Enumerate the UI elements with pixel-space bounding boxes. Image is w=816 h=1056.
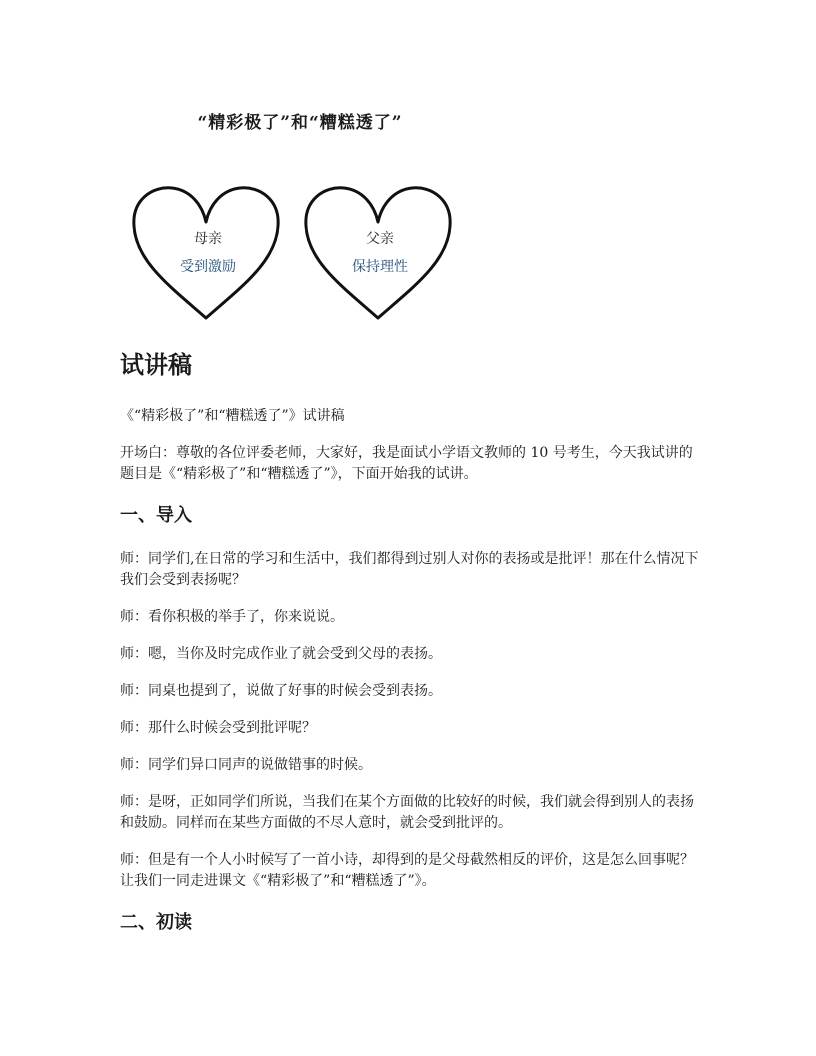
- dialogue-line: 师：嗯，当你及时完成作业了就会受到父母的表扬。: [120, 646, 442, 662]
- dialogue-line: 师：同桌也提到了，说做了好事的时候会受到表扬。: [120, 683, 442, 699]
- dialogue-line: 师：那什么时候会受到批评呢？: [120, 720, 316, 736]
- document-body: [120, 345, 700, 956]
- heart-mother-text: 受到激励: [180, 259, 236, 275]
- doc-subtitle: 《“精彩极了”和“糟糕透了”》试讲稿: [120, 408, 345, 424]
- heart-father-text: 保持理性: [352, 259, 408, 275]
- hearts-diagram: [120, 180, 480, 330]
- heart-father-role: 父亲: [366, 231, 394, 247]
- heart-mother-icon: [134, 188, 278, 318]
- dialogue-line: 师：同学们,在日常的学习和生活中，我们都得到过别人对你的表扬或是批评！那在什么情况下我们会受到表扬呢？: [120, 551, 699, 588]
- figure: [120, 100, 480, 330]
- page-title: 试讲稿: [120, 351, 192, 379]
- heart-father-icon: [306, 188, 450, 318]
- dialogue-line: 师：是呀，正如同学们所说，当我们在某个方面做的比较好的时候，我们就会得到别人的表扬和鼓励。同样而在某些方面做的不尽人意时，就会受到批评的。: [120, 794, 694, 831]
- dialogue-line: 师：但是有一个人小时候写了一首小诗，却得到的是父母截然相反的评价，这是怎么回事呢？让我们一同走进课文《“精彩极了”和“糟糕透了”》。: [120, 852, 694, 889]
- heart-mother-role: 母亲: [194, 231, 222, 247]
- section-heading-intro: 一、导入: [120, 505, 192, 526]
- dialogue-line: 师：同学们异口同声的说做错事的时候。: [120, 757, 372, 773]
- figure-title: “精彩极了”和“糟糕透了”: [197, 113, 403, 133]
- opening-paragraph: 开场白：尊敬的各位评委老师，大家好，我是面试小学语文教师的 10 号考生，今天我试讲的题目是《“精彩极了”和“糟糕透了”》，下面开始我的试讲。: [120, 445, 693, 482]
- section-heading-first-reading: 二、初读: [120, 912, 192, 933]
- dialogue-line: 师：看你积极的举手了，你来说说。: [120, 609, 344, 625]
